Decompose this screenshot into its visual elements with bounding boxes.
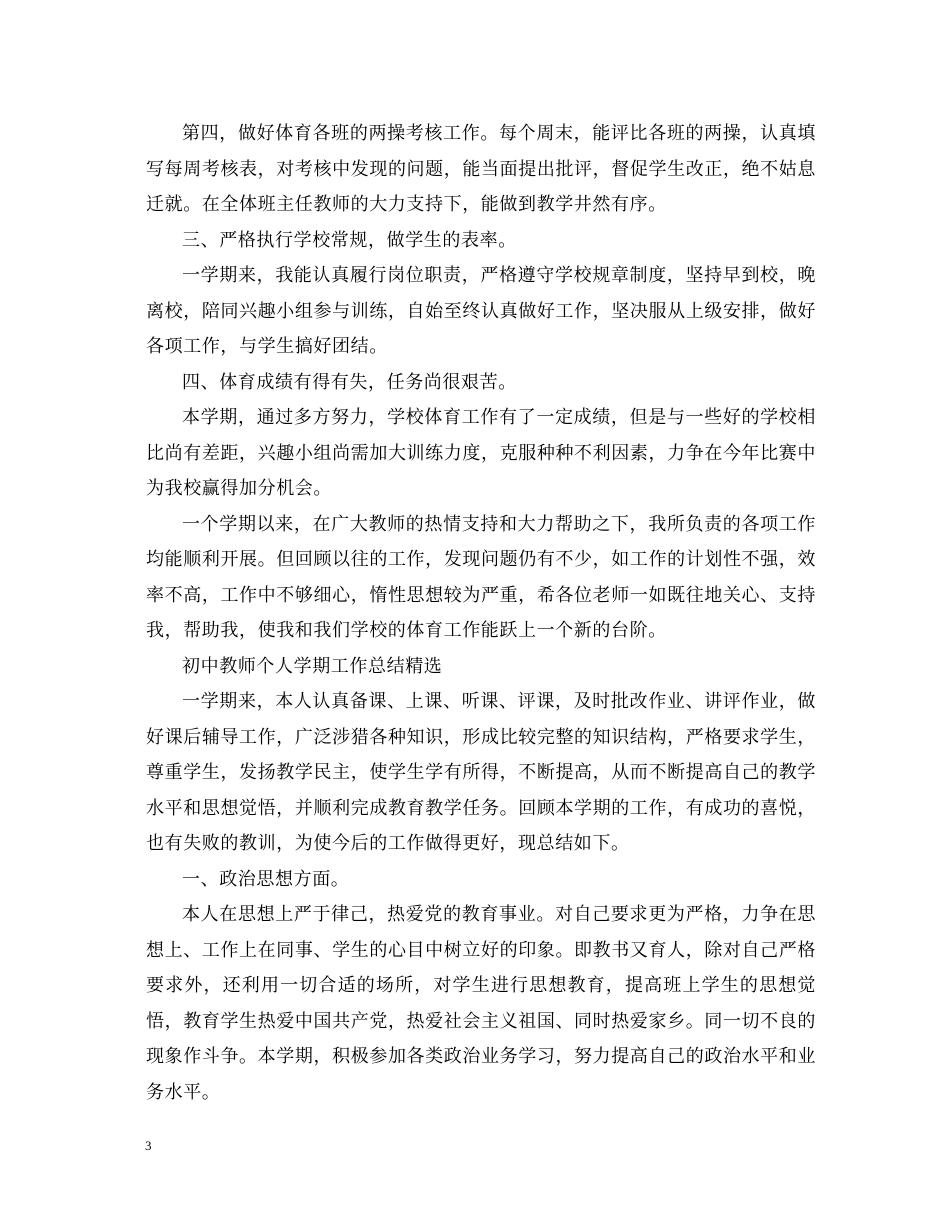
paragraph-duocao-assessment: 第四，做好体育各班的两操考核工作。每个周末，能评比各班的两操，认真填写每周考核表，对考核中发现的问题，能当面提出批评，督促学生改正，绝不姑息迁就。在全体班主任教师的大力支持下，能做到教学井然有序。 <box>146 123 816 215</box>
section-heading-political-thought: 一、政治思想方面。 <box>182 868 350 890</box>
paragraph-teaching-summary: 一学期来，本人认真备课、上课、听课、评课，及时批改作业、讲评作业，做好课后辅导工作，广泛涉猎各种知识，形成比较完整的知识结构，严格要求学生，尊重学生，发扬教学民主，使学生学有所得，不断提高，从而不断提高自己的教学水平和思想觉悟，并顺利完成教育教学任务。回顾本学期的工作，有成功的喜悦，也有失败的教训，为使今后的工作做得更好，现总结如下。 <box>146 691 816 854</box>
section-heading-pe-results: 四、体育成绩有得有失，任务尚很艰苦。 <box>182 371 517 393</box>
section-heading-school-rules: 三、严格执行学校常规，做学生的表率。 <box>182 229 517 251</box>
paragraph-reflection: 一个学期以来，在广大教师的热情支持和大力帮助之下，我所负责的各项工作均能顺利开展。但回顾以往的工作，发现问题仍有不少，如工作的计划性不强，效率不高，工作中不够细心，惰性思想较为严重，希各位老师一如既往地关心、支持我，帮助我，使我和我们学校的体育工作能跃上一个新的台阶。 <box>146 513 816 641</box>
document-subtitle: 初中教师个人学期工作总结精选 <box>182 655 443 677</box>
paragraph-duties: 一学期来，我能认真履行岗位职责，严格遵守学校规章制度，坚持早到校，晚离校，陪同兴趣小组参与训练，自始至终认真做好工作，坚决服从上级安排，做好各项工作，与学生搞好团结。 <box>146 265 816 357</box>
document-body <box>146 116 816 1110</box>
paragraph-semester-results: 本学期，通过多方努力，学校体育工作有了一定成绩，但是与一些好的学校相比尚有差距，兴趣小组尚需加大训练力度，克服种种不利因素，力争在今年比赛中为我校赢得加分机会。 <box>146 407 816 499</box>
paragraph-political-thought: 本人在思想上严于律己，热爱党的教育事业。对自己要求更为严格，力争在思想上、工作上在同事、学生的心目中树立好的印象。即教书又育人，除对自己严格要求外，还利用一切合适的场所，对学生进行思想教育，提高班上学生的思想觉悟，教育学生热爱中国共产党，热爱社会主义祖国、同时热爱家乡。同一切不良的现象作斗争。本学期，积极参加各类政治业务学习，努力提高自己的政治水平和业务水平。 <box>146 904 816 1103</box>
page-number: 3 <box>145 1138 152 1153</box>
